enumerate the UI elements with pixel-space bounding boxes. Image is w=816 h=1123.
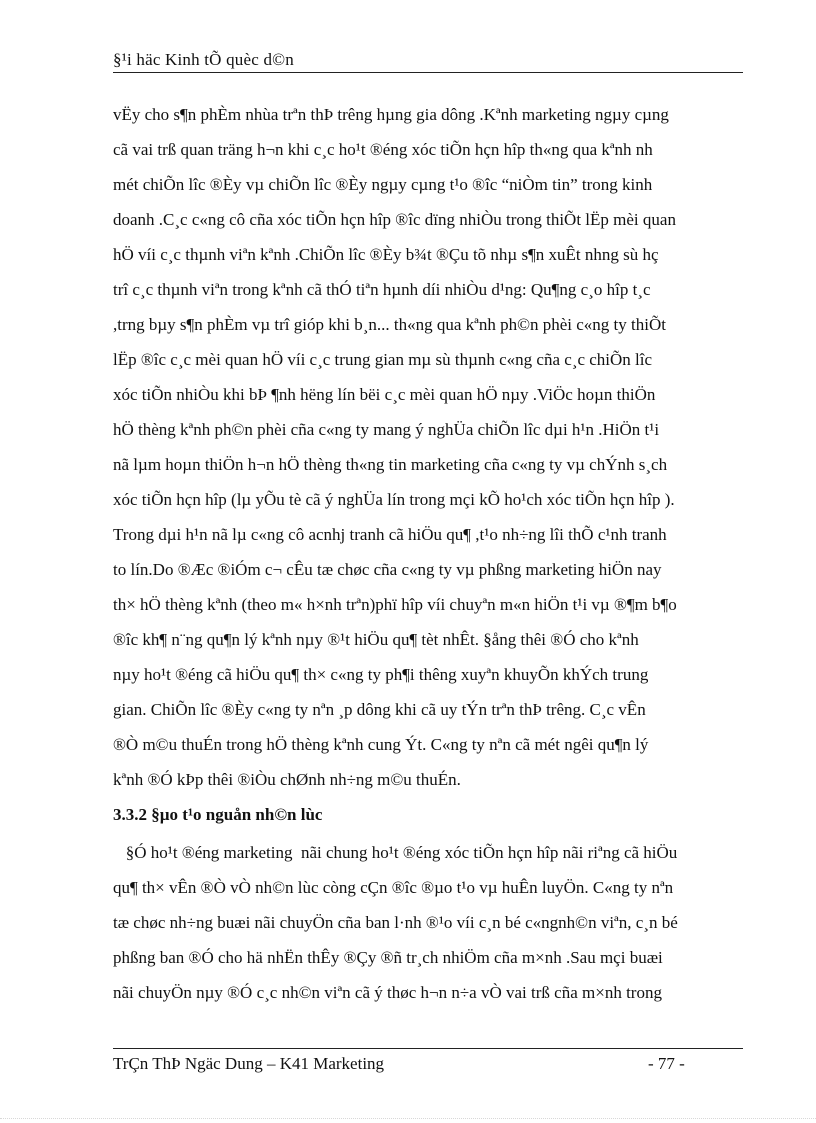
page-edge-divider bbox=[0, 1118, 816, 1119]
text-line: nã lµm hoµn thiÖn h¬n hÖ thèng th«ng tin marketing cña c«ng ty vµ chÝnh s¸ch bbox=[113, 455, 668, 474]
header-title: §¹i häc Kinh tÕ quèc d©n bbox=[113, 50, 294, 69]
text-line: vËy cho s¶n phÈm nhùa trªn thÞ trêng hµng gia dông .Kªnh marketing ngµy cµng bbox=[113, 105, 669, 124]
text-line: trî c¸c thµnh viªn trong kªnh cã thÓ tiªn hµnh díi nhiÒu d¹ng: Qu¶ng c¸o hîp t¸c bbox=[113, 280, 651, 299]
text-line: xóc tiÕn hçn hîp (lµ yÕu tè cã ý nghÜa lín trong mçi kÕ ho¹ch xóc tiÕn hçn hîp ). bbox=[113, 490, 675, 509]
text-line: cã vai trß quan träng h¬n khi c¸c ho¹t ®éng xóc tiÕn hçn hîp th«ng qua kªnh nh bbox=[113, 140, 653, 159]
page-footer bbox=[113, 1048, 743, 1079]
footer-author: TrÇn ThÞ Ngäc Dung – K41 Marketing bbox=[113, 1054, 385, 1073]
text-line: th× hÖ thèng kªnh (theo m« h×nh trªn)phï hîp víi chuyªn m«n hiÖn t¹i vµ ®¶m b¶o bbox=[113, 595, 677, 614]
text-line: qu¶ th× vÊn ®Ò vÒ nh©n lùc còng cÇn ®îc ®µo t¹o vµ huÊn luyÖn. C«ng ty nªn bbox=[113, 878, 674, 897]
text-line: xóc tiÕn nhiÒu khi bÞ ¶nh hëng lín bëi c¸c mèi quan hÖ nµy .ViÖc hoµn thiÖn bbox=[113, 385, 656, 404]
paragraph-2 bbox=[113, 835, 743, 1010]
text-line: hÖ víi c¸c thµnh viªn kªnh .ChiÕn lîc ®Èy b¾t ®Çu tõ nhµ s¶n xuÊt nhng sù hç bbox=[113, 245, 659, 264]
text-line: mét chiÕn lîc ®Èy vµ chiÕn lîc ®Èy ngµy cµng t¹o ®îc “niÒm tin” trong kinh bbox=[113, 175, 653, 194]
text-line: tæ chøc nh÷ng buæi nãi chuyÖn cña ban l·nh ®¹o víi c¸n bé c«ngnh©n viªn, c¸n bé bbox=[113, 913, 678, 932]
text-line: hÖ thèng kªnh ph©n phèi cña c«ng ty mang ý nghÜa chiÕn lîc dµi h¹n .HiÖn t¹i bbox=[113, 420, 660, 439]
page-header bbox=[113, 48, 743, 73]
text-line: gian. ChiÕn lîc ®Èy c«ng ty nªn ¸p dông khi cã uy tÝn trªn thÞ trêng. C¸c vÊn bbox=[113, 700, 646, 719]
page-number: - 77 - bbox=[648, 1054, 685, 1073]
text-line: ,trng bµy s¶n phÈm vµ trî gióp khi b¸n... th«ng qua kªnh ph©n phèi c«ng ty thiÕt bbox=[113, 315, 666, 334]
text-line: lËp ®îc c¸c mèi quan hÖ víi c¸c trung gian mµ sù thµnh c«ng cña c¸c chiÕn lîc bbox=[113, 350, 653, 369]
text-line: ®îc kh¶ n¨ng qu¶n lý kªnh nµy ®¹t hiÖu qu¶ tèt nhÊt. §ång thêi ®Ó cho kªnh bbox=[113, 630, 639, 649]
text-line: to lín.Do ®Æc ®iÓm c¬ cÊu tæ chøc cña c«ng ty vµ phßng marketing hiÖn nay bbox=[113, 560, 662, 579]
text-line: Trong dµi h¹n nã lµ c«ng cô acnhj tranh cã hiÖu qu¶ ,t¹o nh÷ng lîi thÕ c¹nh tranh bbox=[113, 525, 667, 544]
text-line: doanh .C¸c c«ng cô cña xóc tiÕn hçn hîp ®îc dïng nhiÒu trong thiÕt lËp mèi quan bbox=[113, 210, 676, 229]
text-line: phßng ban ®Ó cho hä nhËn thÊy ®Çy ®ñ tr¸ch nhiÖm cña m×nh .Sau mçi buæi bbox=[113, 948, 663, 967]
text-line: ®Ò m©u thuÉn trong hÖ thèng kªnh cung Ýt. C«ng ty nªn cã mét ngêi qu¶n lý bbox=[113, 735, 649, 754]
text-line: nãi chuyÖn nµy ®Ó c¸c nh©n viªn cã ý thøc h¬n n÷a vÒ vai trß cña m×nh trong bbox=[113, 983, 662, 1002]
paragraph-1 bbox=[113, 97, 743, 797]
text-line: nµy ho¹t ®éng cã hiÖu qu¶ th× c«ng ty ph¶i thêng xuyªn khuyÕn khÝch trung bbox=[113, 665, 649, 684]
text-line: kªnh ®Ó kÞp thêi ®iÒu chØnh nh÷ng m©u thuÉn. bbox=[113, 770, 461, 789]
section-heading: 3.3.2 §µo t¹o nguån nh©n lùc bbox=[113, 805, 323, 824]
text-line: §Ó ho¹t ®éng marketing nãi chung ho¹t ®éng xóc tiÕn hçn hîp nãi riªng cã hiÖu bbox=[113, 843, 678, 862]
